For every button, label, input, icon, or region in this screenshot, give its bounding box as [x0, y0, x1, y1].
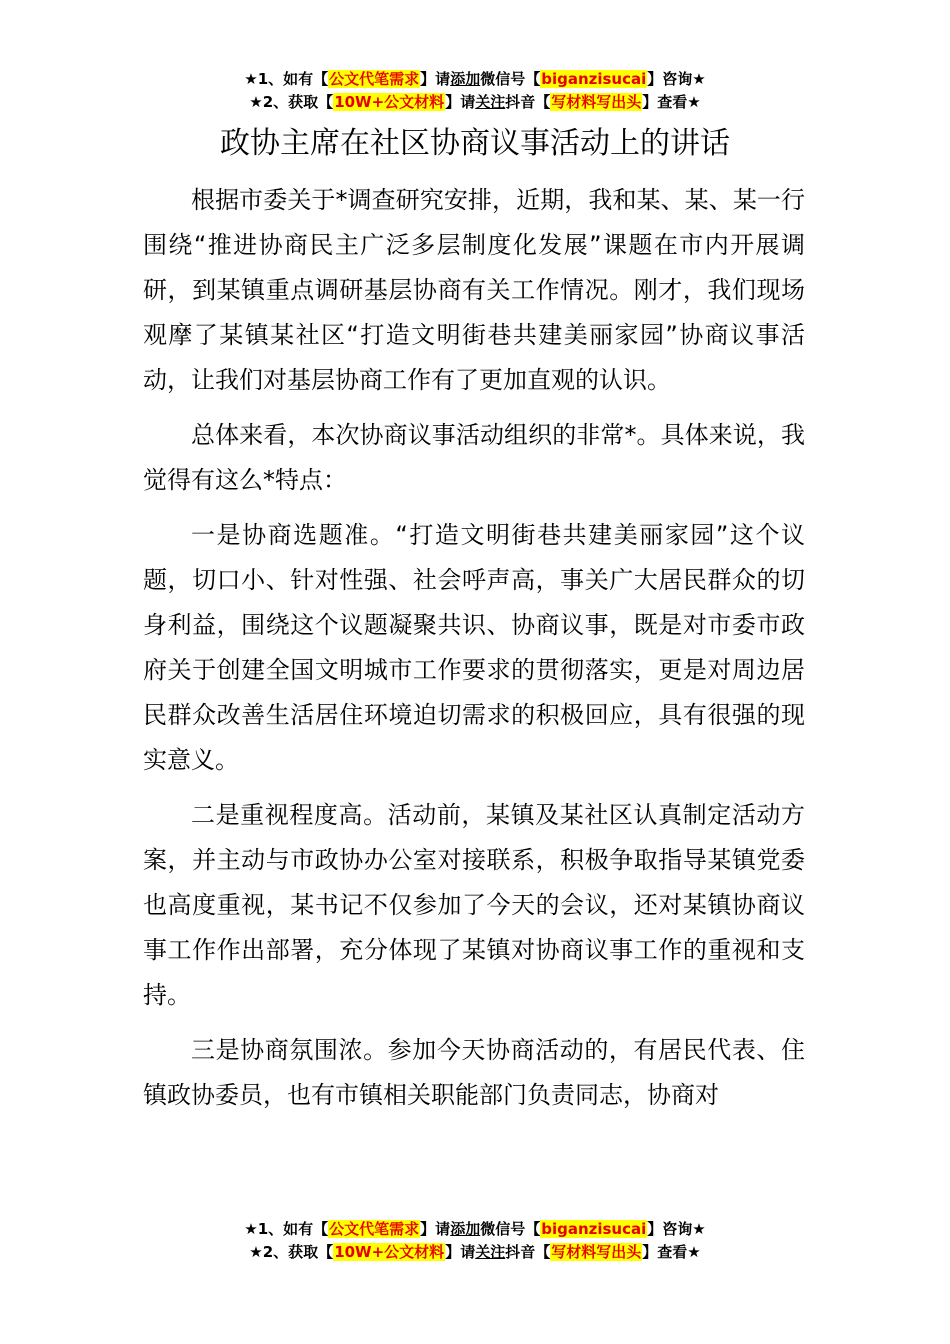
paragraph-point-1: 一是协商选题准。“打造文明街巷共建美丽家园”这个议题，切口小、针对性强、社会呼声高，事关广大居民群众的切身利益，围绕这个议题凝聚共识、协商议事，既是对市委市政府关于创建全国文明城市工作要求的贯彻落实，更是对周边居民群众改善生活居住环境迫切需求的积极回应，具有很强的现实意义。 [143, 521, 805, 774]
paragraph-overview: 总体来看，本次协商议事活动组织的非常*。具体来说，我觉得有这么*特点： [143, 421, 805, 494]
highlight-wechat-id: biganzisucai [541, 70, 647, 88]
highlight-service: 公文代笔需求 [329, 1220, 420, 1238]
highlight-douyin-account: 写材料写出头 [551, 93, 642, 111]
promo-banner-bottom [0, 1218, 950, 1264]
highlight-wechat-id: biganzisucai [541, 1220, 647, 1238]
promo-line-2: ★2、获取【10W+公文材料】请关注抖音【写材料写出头】查看★ [249, 1243, 701, 1261]
document-title: 政协主席在社区协商议事活动上的讲话 [220, 126, 730, 161]
paragraph-intro: 根据市委关于*调查研究安排，近期，我和某、某、某一行围绕“推进协商民主广泛多层制度化发展”课题在市内开展调研，到某镇重点调研基层协商有关工作情况。刚才，我们现场观摩了某镇某社区“打造文明街巷共建美丽家园”协商议事活动，让我们对基层协商工作有了更加直观的认识。 [143, 186, 805, 394]
highlight-service: 公文代笔需求 [329, 70, 420, 88]
promo-line-2: ★2、获取【10W+公文材料】请关注抖音【写材料写出头】查看★ [249, 93, 701, 111]
paragraph-point-3: 三是协商氛围浓。参加今天协商活动的，有居民代表、住镇政协委员，也有市镇相关职能部门负责同志，协商对 [143, 1036, 805, 1109]
highlight-materials: 10W+公文材料 [334, 93, 445, 111]
promo-line-1: ★1、如有【公文代笔需求】请添加微信号【biganzisucai】咨询★ [244, 1220, 706, 1238]
promo-banner-top [0, 68, 950, 114]
promo-line-1: ★1、如有【公文代笔需求】请添加微信号【biganzisucai】咨询★ [244, 70, 706, 88]
highlight-douyin-account: 写材料写出头 [551, 1243, 642, 1261]
document-body [143, 178, 805, 1128]
paragraph-point-2: 二是重视程度高。活动前，某镇及某社区认真制定活动方案，并主动与市政协办公室对接联系，积极争取指导某镇党委也高度重视，某书记不仅参加了今天的会议，还对某镇协商议事工作作出部署，充分体现了某镇对协商议事工作的重视和支持。 [143, 801, 805, 1009]
highlight-materials: 10W+公文材料 [334, 1243, 445, 1261]
